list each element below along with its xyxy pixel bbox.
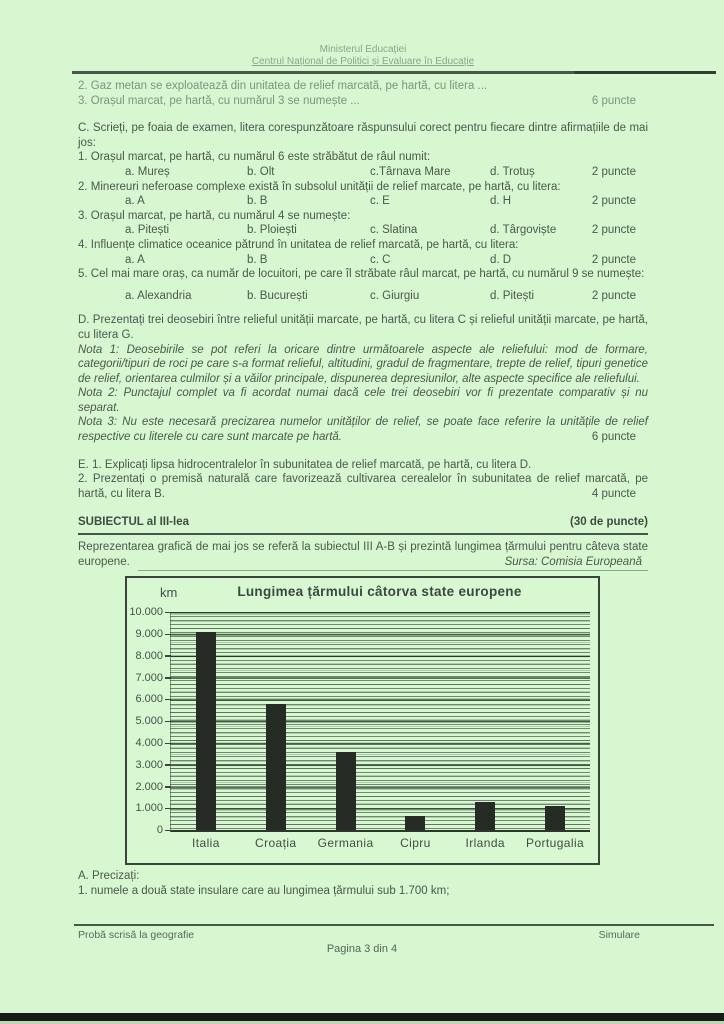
header-rule <box>72 71 716 74</box>
question-3-text: 3. Orașul marcat, pe hartă, cu numărul 4 se numește: <box>78 209 351 222</box>
section-d-points: 6 puncte <box>591 431 636 444</box>
option-b: b. B <box>247 253 268 266</box>
question-4-points: 2 puncte <box>591 253 636 266</box>
subject3-intro <box>78 540 648 569</box>
ministry-header-line2: Centrul Național de Politici și Evaluare în Educație <box>251 56 475 67</box>
y-axis-tick-mark <box>165 655 171 657</box>
option-d: d. Trotuș <box>490 165 535 178</box>
y-axis-tick-mark <box>165 721 171 723</box>
bar-croația <box>266 704 286 830</box>
option-a: a. Alexandria <box>125 289 192 302</box>
option-a: a. Mureș <box>125 165 170 178</box>
chart-plot-area <box>129 606 590 851</box>
section-d-nota1: Nota 1: Deosebirile se pot referi la oricare dintre următoarele aspecte ale reliefului: mod de formare, categorii/tipuri de roci pe care s-a format relieful, altitudini, gradul de fragmentare, trepte de relief, tipuri genetice de relief, orientarea culmilor și a văilor principale, dispunerea depresiunilor, alte aspecte specifice ale reliefului. <box>78 343 648 385</box>
option-c: c. C <box>370 253 391 266</box>
option-b: b. B <box>247 195 268 208</box>
option-c: c. Giurgiu <box>370 289 420 302</box>
question-4-options <box>78 253 648 268</box>
question-2-text: 2. Minereuri neferoase complexe există în subsolul unității de relief marcate, pe hartă, cu litera: <box>78 180 561 193</box>
section-e-item2 <box>78 472 648 501</box>
section-d-nota3 <box>78 415 648 444</box>
footer-rule <box>74 924 714 926</box>
question-1-options <box>78 165 648 180</box>
bar-germania <box>336 752 356 830</box>
option-a: a. Pitești <box>125 224 170 237</box>
section-d-nota3-text: Nota 3: Nu este necesară precizarea numelor unităților de relief, se poate face referire la unitățile de relief respective cu literele cu care sunt marcate pe hartă. <box>78 416 648 444</box>
chart-source: Sursa: Comisia Europeană <box>504 555 642 568</box>
x-axis-label-italia: Italia <box>192 836 220 851</box>
bar-cipru <box>405 816 425 830</box>
x-axis-label-germania: Germania <box>317 836 374 851</box>
subject3-heading <box>78 515 648 535</box>
option-c: c.Târnava Mare <box>370 165 451 178</box>
bar-irlanda <box>475 802 495 830</box>
y-axis-tick-mark <box>165 830 171 832</box>
y-axis-tick-mark <box>165 634 171 636</box>
section-d-heading: D. Prezentați trei deosebiri între relieful unității marcate, pe hartă, cu litera C și relieful unității marcate, pe hartă, cu litera G. <box>78 314 648 341</box>
option-b: b. Ploiești <box>247 224 297 237</box>
y-axis-tick-mark <box>165 699 171 701</box>
y-axis-tick-mark <box>165 677 171 679</box>
ministry-header-line1: Ministerul Educației <box>319 44 407 55</box>
option-d: d. Pitești <box>490 289 535 302</box>
y-axis-tick-label: 0 <box>156 824 163 837</box>
x-axis-label-croația: Croația <box>255 836 297 851</box>
question-4-text: 4. Influențe climatice oceanice pătrund în unitatea de relief marcată, pe hartă, cu litera: <box>78 238 519 251</box>
y-axis-tick-label: 3.000 <box>135 758 163 771</box>
section-a-item1: 1. numele a două state insulare care au lungimea țărmului sub 1.700 km; <box>78 884 450 897</box>
chart-title: Lungimea țărmului câtorva state europene <box>237 584 522 600</box>
y-axis-tick-mark <box>165 808 171 810</box>
question-5-options <box>78 289 648 304</box>
y-axis-tick-label: 6.000 <box>135 693 163 706</box>
question-3-points: 2 puncte <box>591 224 636 237</box>
option-b: b. București <box>247 289 308 302</box>
option-c: c. E <box>370 195 390 208</box>
section-e-item1: E. 1. Explicați lipsa hidrocentralelor în subunitatea de relief marcată, pe hartă, cu litera D. <box>78 458 532 471</box>
y-axis-tick-label: 8.000 <box>135 649 163 662</box>
section-b-points: 6 puncte <box>591 94 636 107</box>
y-axis-tick-label: 1.000 <box>135 802 163 815</box>
footer-page-number: Pagina 3 din 4 <box>326 943 398 955</box>
intro-underline <box>138 570 648 571</box>
y-axis-tick-label: 5.000 <box>135 715 163 728</box>
section-e-item2-text: 2. Prezentați o premisă naturală care favorizează cultivarea cerealelor în subunitatea de relief marcată, pe hartă, cu litera B. <box>78 473 648 500</box>
footer-exam-name: Probă scrisă la geografie <box>78 929 195 941</box>
question-2-points: 2 puncte <box>591 195 636 208</box>
y-axis-tick-label: 7.000 <box>135 671 163 684</box>
section-a-heading: A. Precizați: <box>78 870 140 883</box>
y-axis-tick-label: 10.000 <box>129 606 163 619</box>
bar-portugalia <box>545 806 565 830</box>
subject3-intro-text: Reprezentarea grafică de mai jos se referă la subiectul III A-B și prezintă lungimea țărmului pentru câteva state europene. <box>78 541 648 568</box>
question-3-options <box>78 223 648 238</box>
question-1-points: 2 puncte <box>591 165 636 178</box>
subject3-points: (30 de puncte) <box>570 516 648 529</box>
y-axis-tick-label: 2.000 <box>135 780 163 793</box>
option-d: d. H <box>490 195 512 208</box>
subject3-title: SUBIECTUL al III-lea <box>78 516 189 529</box>
bar-italia <box>196 632 216 830</box>
option-d: d. D <box>490 253 512 266</box>
question-5-points: 2 puncte <box>591 289 636 302</box>
section-c-intro: C. Scrieți, pe foaia de examen, litera corespunzătoare răspunsului corect pentru fiecare dintre afirmațiile de mai jos: <box>78 122 648 149</box>
section-b-item2: 2. Gaz metan se exploatează din unitatea de relief marcată, pe hartă, cu litera ... <box>78 80 488 92</box>
y-axis-tick-mark <box>165 612 171 614</box>
page-bottom-scan-edge <box>0 1013 724 1021</box>
y-axis-tick-mark <box>165 786 171 788</box>
question-1-text: 1. Orașul marcat, pe hartă, cu numărul 6 este străbătut de râul numit: <box>78 151 431 164</box>
option-a: a. A <box>125 195 145 208</box>
question-5-text: 5. Cel mai mare oraș, ca număr de locuitori, pe care îl străbate râul marcat, pe hartă, cu numărul 9 se numește: <box>78 268 645 281</box>
chart-unit-label: km <box>160 585 178 601</box>
option-c: c. Slatina <box>370 224 418 237</box>
section-e-points: 4 puncte <box>591 487 636 500</box>
x-axis-label-portugalia: Portugalia <box>526 836 585 851</box>
exam-page <box>78 44 648 898</box>
option-a: a. A <box>125 253 145 266</box>
section-c-questions <box>78 150 648 303</box>
question-2-options <box>78 194 648 209</box>
y-axis-tick-label: 4.000 <box>135 737 163 750</box>
coastline-bar-chart <box>125 576 600 865</box>
option-d: d. Târgoviște <box>490 224 557 237</box>
y-axis-tick-mark <box>165 743 171 745</box>
footer-session-label: Simulare <box>598 929 640 941</box>
section-b-item3: 3. Orașul marcat, pe hartă, cu numărul 3 se numește ... <box>78 94 360 107</box>
x-axis-label-irlanda: Irlanda <box>465 836 505 851</box>
x-axis-label-cipru: Cipru <box>400 836 431 851</box>
y-axis-tick-label: 9.000 <box>135 628 163 641</box>
section-d-nota2: Nota 2: Punctajul complet va fi acordat numai dacă cele trei deosebiri vor fi prezentate comparativ și nu separat. <box>78 387 648 414</box>
option-b: b. Olt <box>247 165 275 178</box>
y-axis-tick-mark <box>165 764 171 766</box>
section-b-item3-row <box>78 94 648 109</box>
